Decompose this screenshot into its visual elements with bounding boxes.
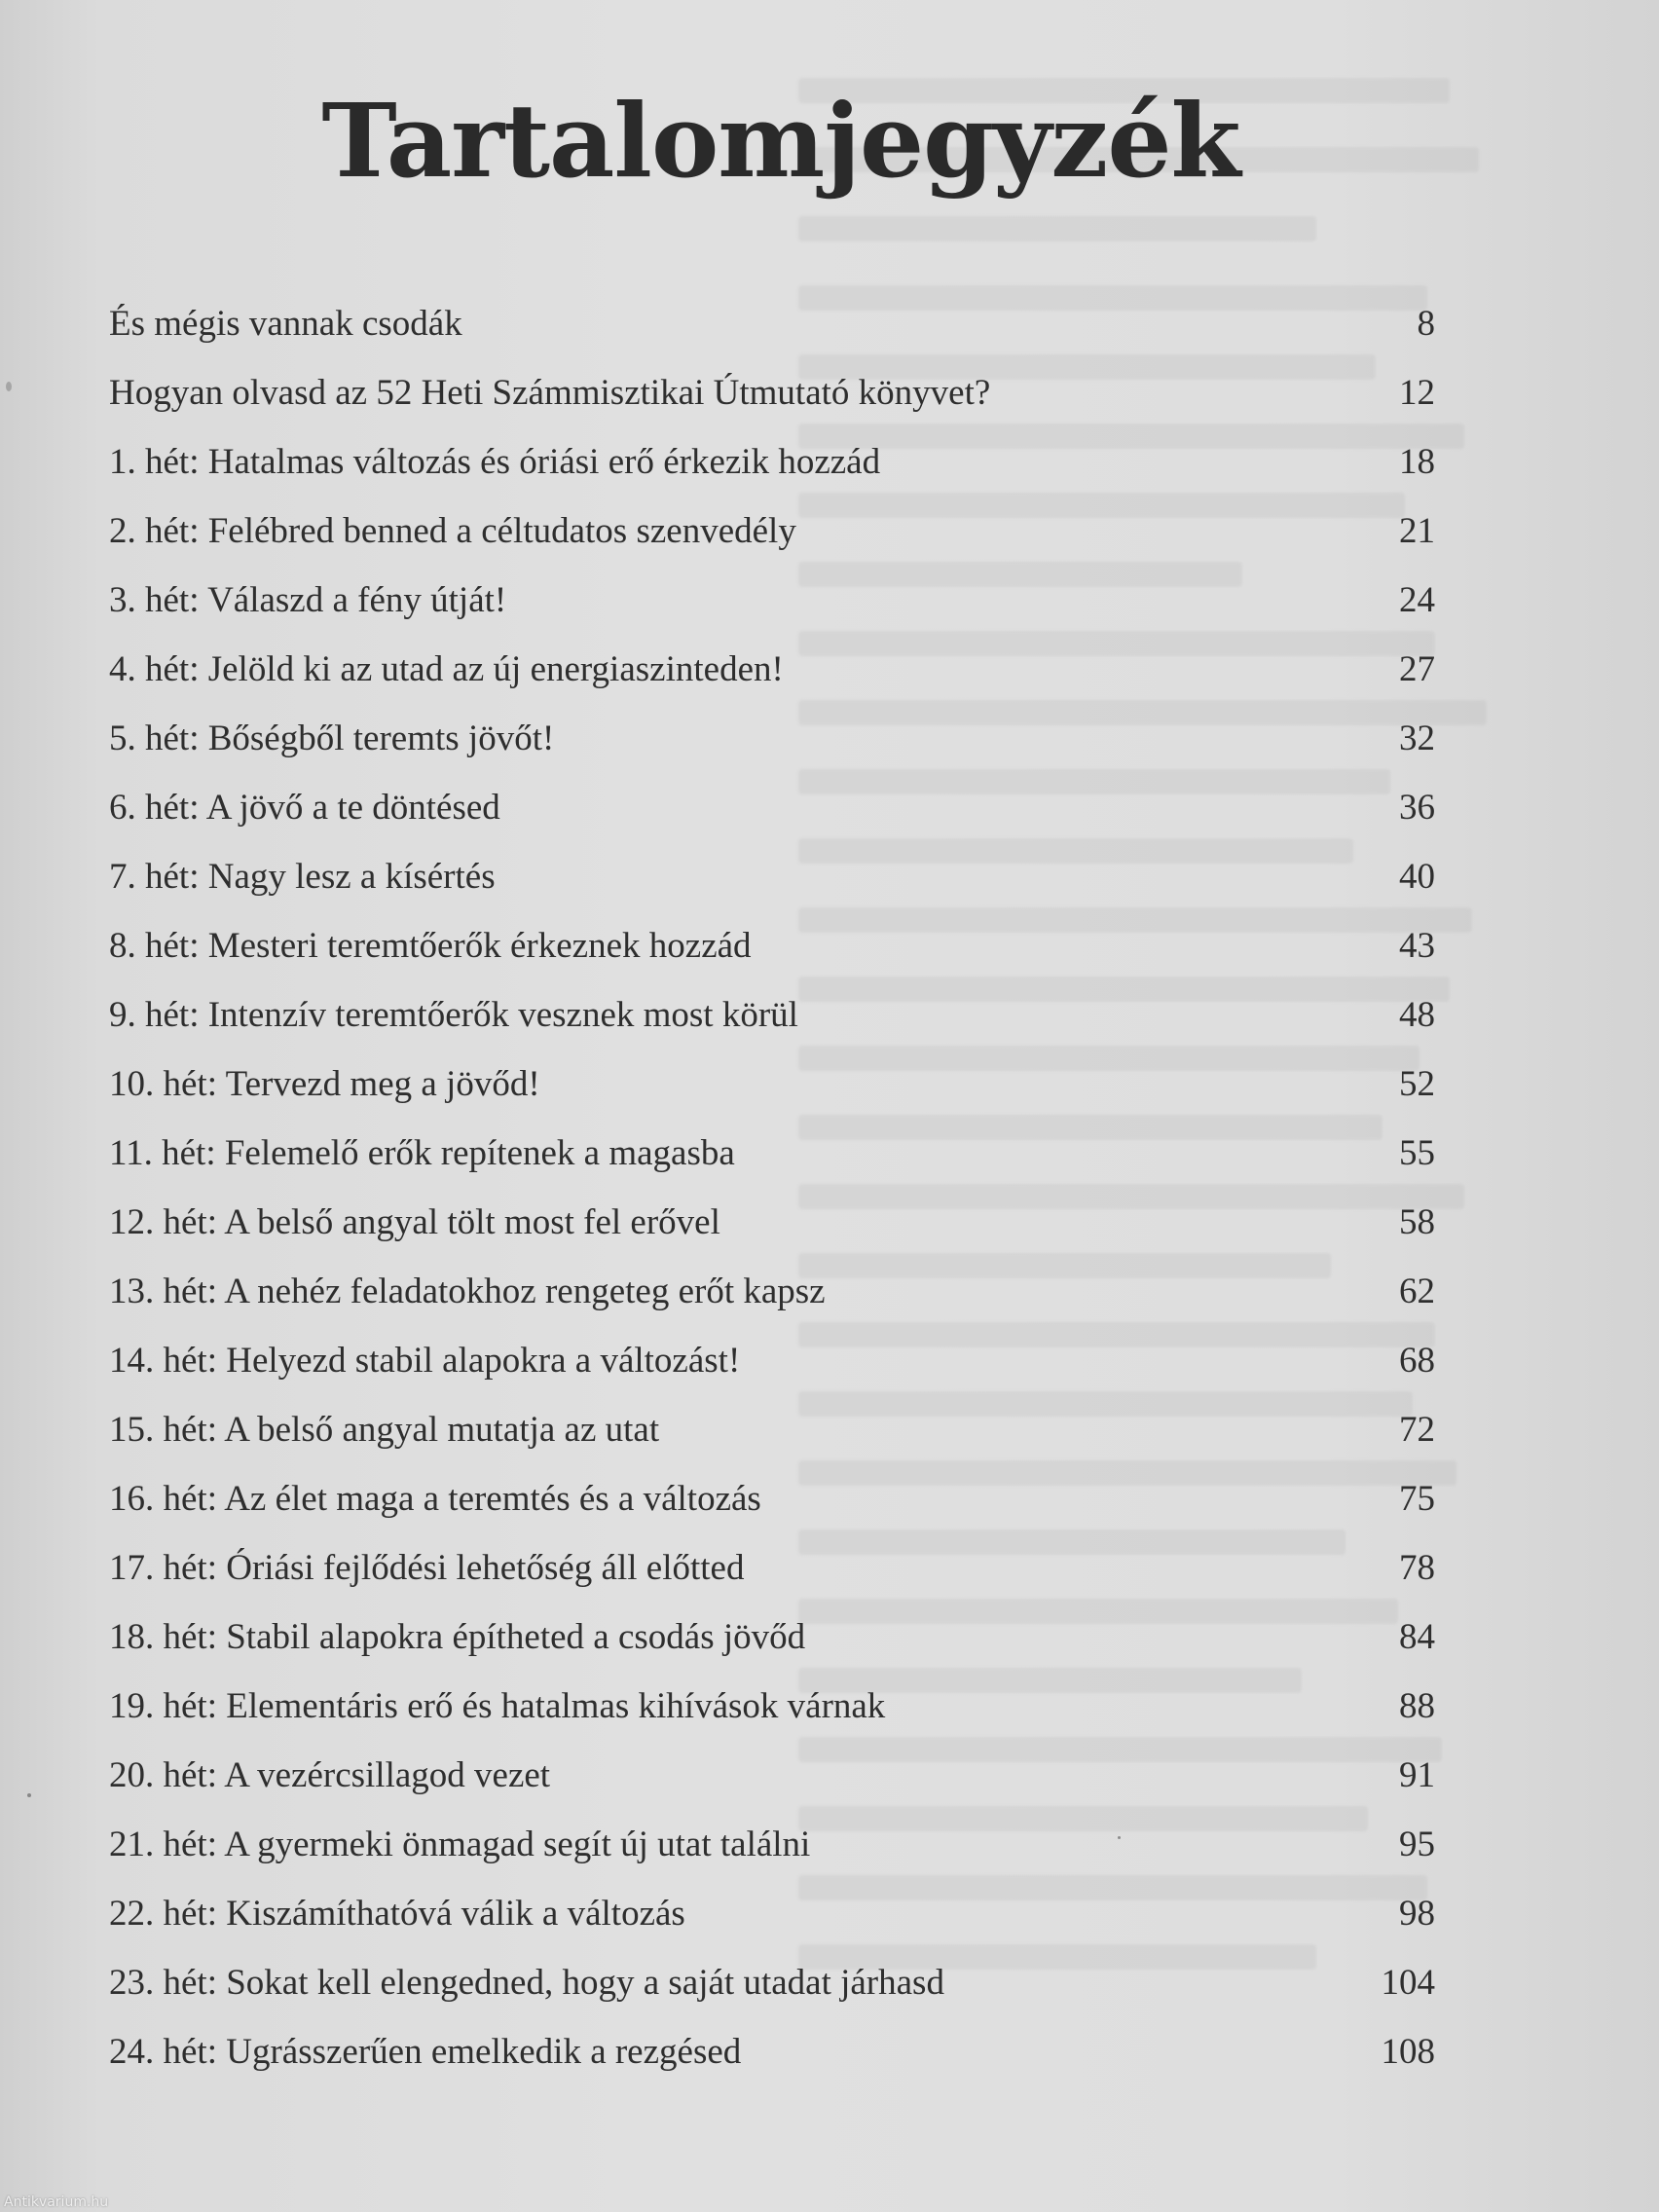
toc-entry-title: 23. hét: Sokat kell elengedned, hogy a saját utadat járhasd xyxy=(109,1963,944,2003)
toc-entry-page-number: 84 xyxy=(1399,1617,1435,1657)
toc-entry-title: 20. hét: A vezércsillagod vezet xyxy=(109,1755,551,1795)
toc-entry-title: 22. hét: Kiszámíthatóvá válik a változás xyxy=(109,1894,685,1934)
toc-entry-page-number: 108 xyxy=(1381,2032,1435,2072)
toc-entry-title: 21. hét: A gyermeki önmagad segít új utat találni xyxy=(109,1825,811,1864)
toc-entry xyxy=(109,848,1435,917)
toc-entry-title: 13. hét: A nehéz feladatokhoz rengeteg erőt kapsz xyxy=(109,1272,826,1311)
toc-entry-page-number: 24 xyxy=(1399,580,1435,620)
toc-entry xyxy=(109,1885,1435,1954)
toc-entry-title: 10. hét: Tervezd meg a jövőd! xyxy=(109,1064,540,1104)
toc-entry-page-number: 78 xyxy=(1399,1548,1435,1588)
toc-entry-title: 2. hét: Felébred benned a céltudatos szenvedély xyxy=(109,511,796,551)
toc-entry xyxy=(109,364,1435,433)
toc-entry xyxy=(109,641,1435,710)
toc-entry xyxy=(109,1816,1435,1885)
toc-entry-page-number: 55 xyxy=(1399,1133,1435,1173)
toc-entry-page-number: 21 xyxy=(1399,511,1435,551)
toc-entry-title: És mégis vannak csodák xyxy=(109,304,462,344)
toc-entry xyxy=(109,1124,1435,1194)
toc-entry xyxy=(109,1332,1435,1401)
toc-entry-page-number: 72 xyxy=(1399,1410,1435,1450)
toc-entry xyxy=(109,779,1435,848)
toc-entry xyxy=(109,1954,1435,2023)
table-of-contents xyxy=(109,295,1435,2092)
toc-entry-page-number: 95 xyxy=(1399,1825,1435,1864)
toc-entry-page-number: 52 xyxy=(1399,1064,1435,1104)
toc-entry-title: 5. hét: Bőségből teremts jövőt! xyxy=(109,719,555,758)
toc-entry xyxy=(109,1539,1435,1608)
toc-entry-page-number: 18 xyxy=(1399,442,1435,482)
toc-entry-title: 12. hét: A belső angyal tölt most fel erővel xyxy=(109,1202,720,1242)
toc-entry xyxy=(109,986,1435,1055)
toc-entry-page-number: 104 xyxy=(1381,1963,1435,2003)
toc-entry-page-number: 27 xyxy=(1399,649,1435,689)
toc-entry-title: 9. hét: Intenzív teremtőerők vesznek most körül xyxy=(109,995,798,1035)
toc-entry-page-number: 32 xyxy=(1399,719,1435,758)
toc-entry-title: 3. hét: Válaszd a fény útját! xyxy=(109,580,507,620)
toc-entry-title: 19. hét: Elementáris erő és hatalmas kihívások várnak xyxy=(109,1686,886,1726)
toc-entry-page-number: 8 xyxy=(1417,304,1435,344)
toc-entry-page-number: 62 xyxy=(1399,1272,1435,1311)
paper-speck xyxy=(6,382,12,391)
toc-entry xyxy=(109,1401,1435,1470)
toc-entry-title: 11. hét: Felemelő erők repítenek a magasba xyxy=(109,1133,735,1173)
toc-entry-page-number: 75 xyxy=(1399,1479,1435,1519)
toc-entry-title: 24. hét: Ugrásszerűen emelkedik a rezgésed xyxy=(109,2032,742,2072)
toc-entry-page-number: 40 xyxy=(1399,857,1435,897)
toc-entry xyxy=(109,571,1435,641)
toc-entry-page-number: 43 xyxy=(1399,926,1435,966)
toc-entry xyxy=(109,1470,1435,1539)
toc-entry-title: 6. hét: A jövő a te döntésed xyxy=(109,788,500,828)
toc-entry xyxy=(109,502,1435,571)
toc-entry-title: 1. hét: Hatalmas változás és óriási erő érkezik hozzád xyxy=(109,442,881,482)
toc-entry xyxy=(109,1263,1435,1332)
toc-entry xyxy=(109,710,1435,779)
toc-entry-page-number: 91 xyxy=(1399,1755,1435,1795)
toc-entry-page-number: 36 xyxy=(1399,788,1435,828)
page-title: Tartalomjegyzék xyxy=(321,81,1240,201)
toc-entry-title: 4. hét: Jelöld ki az utad az új energiaszinteden! xyxy=(109,649,784,689)
toc-entry xyxy=(109,1747,1435,1816)
toc-entry-page-number: 48 xyxy=(1399,995,1435,1035)
toc-entry xyxy=(109,2023,1435,2092)
toc-entry xyxy=(109,1608,1435,1677)
toc-entry xyxy=(109,1055,1435,1124)
toc-entry-title: 17. hét: Óriási fejlődési lehetőség áll előtted xyxy=(109,1548,745,1588)
toc-entry-page-number: 68 xyxy=(1399,1341,1435,1381)
watermark: Antikvarium.hu xyxy=(4,2194,109,2210)
toc-entry-title: 16. hét: Az élet maga a teremtés és a változás xyxy=(109,1479,761,1519)
paper-speck xyxy=(27,1793,31,1797)
toc-entry xyxy=(109,433,1435,502)
toc-entry xyxy=(109,917,1435,986)
toc-entry xyxy=(109,1677,1435,1747)
toc-entry-title: 15. hét: A belső angyal mutatja az utat xyxy=(109,1410,660,1450)
toc-entry-title: 14. hét: Helyezd stabil alapokra a változást! xyxy=(109,1341,741,1381)
toc-entry-title: Hogyan olvasd az 52 Heti Számmisztikai Útmutató könyvet? xyxy=(109,373,991,413)
toc-entry-title: 7. hét: Nagy lesz a kísértés xyxy=(109,857,496,897)
toc-entry xyxy=(109,295,1435,364)
toc-entry-title: 18. hét: Stabil alapokra építheted a csodás jövőd xyxy=(109,1617,806,1657)
toc-entry xyxy=(109,1194,1435,1263)
toc-entry-title: 8. hét: Mesteri teremtőerők érkeznek hozzád xyxy=(109,926,752,966)
toc-entry-page-number: 58 xyxy=(1399,1202,1435,1242)
toc-entry-page-number: 88 xyxy=(1399,1686,1435,1726)
toc-entry-page-number: 98 xyxy=(1399,1894,1435,1934)
toc-entry-page-number: 12 xyxy=(1399,373,1435,413)
paper-speck xyxy=(1118,1836,1121,1839)
